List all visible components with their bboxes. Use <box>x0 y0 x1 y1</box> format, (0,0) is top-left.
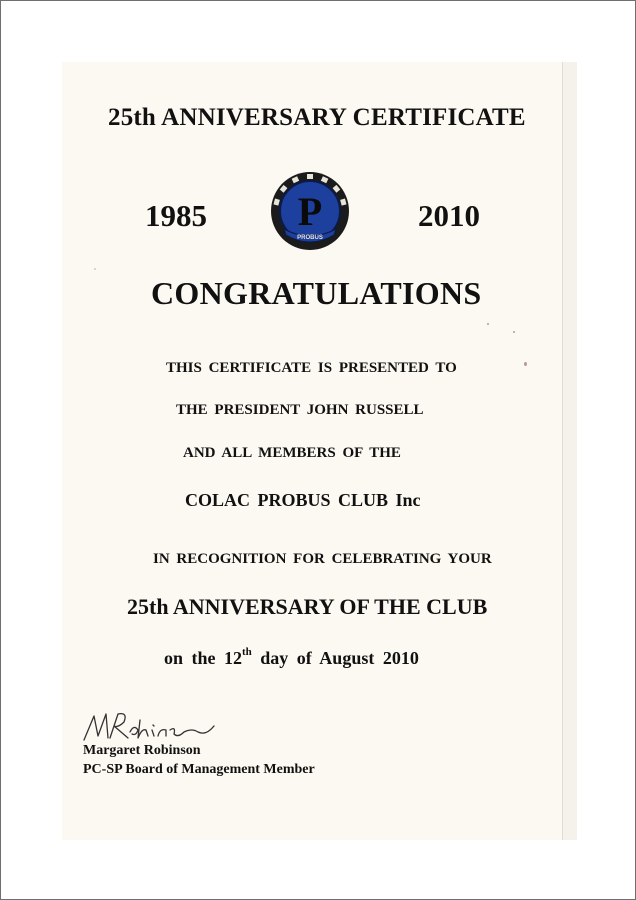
paper-speck <box>524 362 527 366</box>
date-line <box>164 646 419 669</box>
presented-line: THIS CERTIFICATE IS PRESENTED TO <box>166 360 457 376</box>
members-line: AND ALL MEMBERS OF THE <box>183 445 401 461</box>
paper-speck <box>94 268 96 270</box>
date-suffix: day of August 2010 <box>260 648 419 668</box>
congratulations-heading: CONGRATULATIONS <box>151 275 482 311</box>
start-year: 1985 <box>145 198 207 233</box>
paper-speck <box>487 323 489 325</box>
signatory-name: Margaret Robinson <box>83 743 201 758</box>
anniversary-line: 25th ANNIVERSARY OF THE CLUB <box>127 594 488 619</box>
date-ordinal: th <box>242 646 252 658</box>
certificate-title: 25th ANNIVERSARY CERTIFICATE <box>108 104 526 131</box>
recognition-line: IN RECOGNITION FOR CELEBRATING YOUR <box>153 551 492 567</box>
paper-speck <box>513 331 515 333</box>
date-prefix: on the 12 <box>164 648 243 668</box>
club-name: COLAC PROBUS CLUB Inc <box>185 490 421 510</box>
emblem-letter: P <box>297 189 323 234</box>
paper-edge <box>562 62 577 840</box>
emblem-ring-text: PROBUS <box>297 235 323 241</box>
president-line: THE PRESIDENT JOHN RUSSELL <box>176 402 424 418</box>
end-year: 2010 <box>418 198 480 233</box>
signatory-role: PC-SP Board of Management Member <box>83 762 315 777</box>
handwritten-signature <box>80 708 220 744</box>
probus-emblem-icon <box>270 171 350 251</box>
